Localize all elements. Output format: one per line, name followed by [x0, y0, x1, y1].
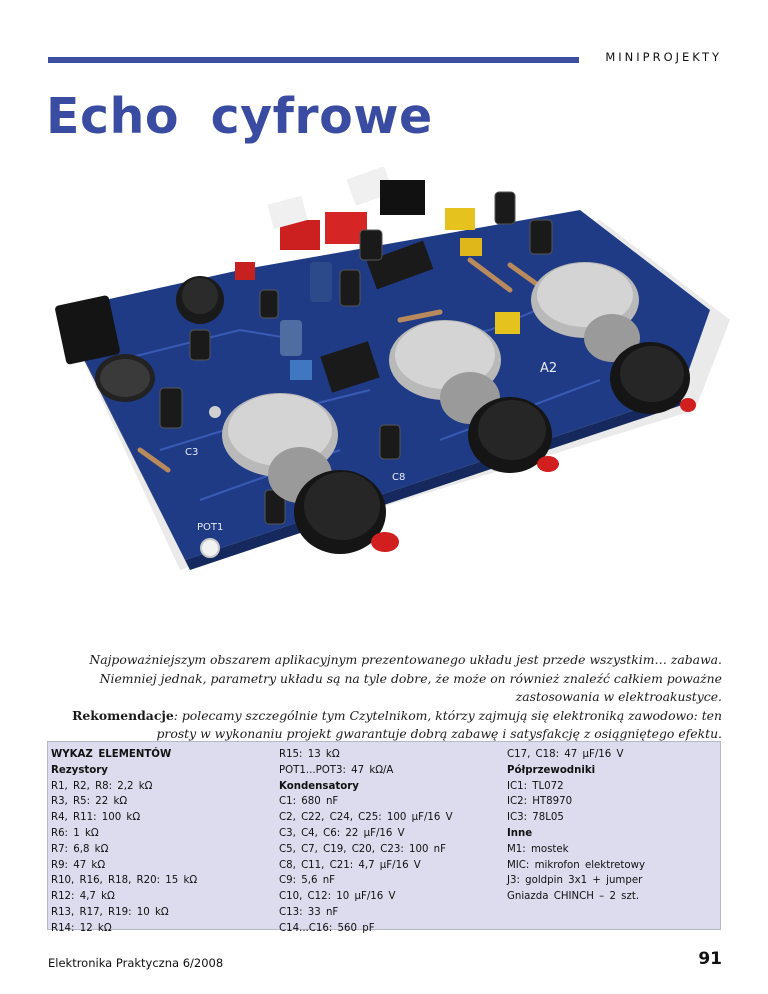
pcb-label-a2: A2 — [540, 361, 558, 376]
parts-list-item: IC2: HT8970 — [507, 796, 573, 808]
parts-list-item: R15: 13 kΩ — [279, 749, 340, 760]
parts-section-heading: Półprzewodniki — [507, 764, 596, 776]
parts-column-2 — [279, 747, 509, 937]
page-number: 91 — [698, 949, 722, 969]
parts-list-item: Gniazda CHINCH – 2 szt. — [507, 891, 640, 903]
parts-list-item: C8, C11, C21: 4,7 µF/16 V — [279, 859, 421, 871]
parts-list-item: C9: 5,6 nF — [279, 875, 336, 887]
recommendation-text: : polecamy szczególnie tym Czytelnikom, którzy zajmują się elektroniką zawodowo: ten — [173, 707, 722, 723]
parts-section-heading: Kondensatory — [279, 780, 359, 792]
parts-list-item: R7: 6,8 kΩ — [51, 843, 109, 855]
parts-list-item: M1: mostek — [507, 843, 569, 855]
pcb-label-c8: C8 — [392, 472, 406, 483]
parts-list-item: IC3: 78L05 — [507, 812, 564, 824]
parts-column-3 — [507, 747, 717, 905]
parts-column-1 — [51, 747, 271, 937]
parts-list-item: R6: 1 kΩ — [51, 827, 99, 839]
parts-list-item: C3, C4, C6: 22 µF/16 V — [279, 827, 405, 839]
parts-list-item: R10, R16, R18, R20: 15 kΩ — [51, 875, 198, 887]
parts-list-title: WYKAZ ELEMENTÓW — [51, 749, 172, 760]
pcb-photo — [40, 150, 730, 620]
parts-list-item: C1: 680 nF — [279, 796, 339, 808]
parts-list-item: R12: 4,7 kΩ — [51, 891, 115, 903]
parts-list-item: IC1: TL072 — [507, 780, 564, 792]
pcb-label-pot1: POT1 — [197, 522, 224, 533]
article-title: Echo cyfrowe — [46, 88, 433, 145]
section-label: MINIPROJEKTY — [605, 50, 722, 64]
parts-list-item: C14...C16: 560 pF — [279, 922, 375, 934]
parts-list-item: R3, R5: 22 kΩ — [51, 796, 128, 808]
intro-line-2: Niemniej jednak, parametry układu są na tyle dobre, że może on również znaleźć całkiem poważne — [99, 670, 722, 686]
parts-list-item: R4, R11: 100 kΩ — [51, 812, 141, 824]
publication-name: Elektronika Praktyczna 6/2008 — [48, 956, 224, 970]
parts-list-item: R1, R2, R8: 2,2 kΩ — [51, 780, 153, 792]
parts-list-item: C2, C22, C24, C25: 100 µF/16 V — [279, 812, 453, 824]
parts-list-item: J3: goldpin 3x1 + jumper — [507, 875, 643, 887]
intro-line-3: zastosowania w elektroakustyce. — [515, 689, 722, 704]
parts-list-item: C17, C18: 47 µF/16 V — [507, 749, 624, 760]
parts-section-heading: Rezystory — [51, 764, 108, 776]
parts-list-box — [47, 741, 721, 934]
parts-section-heading: Inne — [507, 827, 533, 839]
parts-list-item: C13: 33 nF — [279, 906, 339, 918]
pcb-label-c3: C3 — [185, 447, 199, 458]
parts-list-item: C5, C7, C19, C20, C23: 100 nF — [279, 843, 446, 855]
recommendation-label: Rekomendacje — [72, 707, 174, 723]
intro-line-1: Najpoważniejszym obszarem aplikacyjnym prezentowanego układu jest przede wszystkim… zabawa. — [89, 652, 722, 667]
parts-list-item: R9: 47 kΩ — [51, 859, 106, 871]
parts-list-item: MIC: mikrofon elektretowy — [507, 859, 646, 871]
parts-list-item: R13, R17, R19: 10 kΩ — [51, 906, 169, 918]
intro-paragraph — [48, 651, 722, 744]
parts-list-item: R14: 12 kΩ — [51, 922, 112, 934]
header-rule — [48, 57, 579, 63]
parts-list-item: C10, C12: 10 µF/16 V — [279, 891, 396, 903]
recommendation-text-2: prosty w wykonaniu projekt gwarantuje dobrą zabawę i satysfakcję z osiągniętego efektu. — [156, 726, 722, 741]
parts-list-item: POT1...POT3: 47 kΩ/A — [279, 764, 394, 776]
